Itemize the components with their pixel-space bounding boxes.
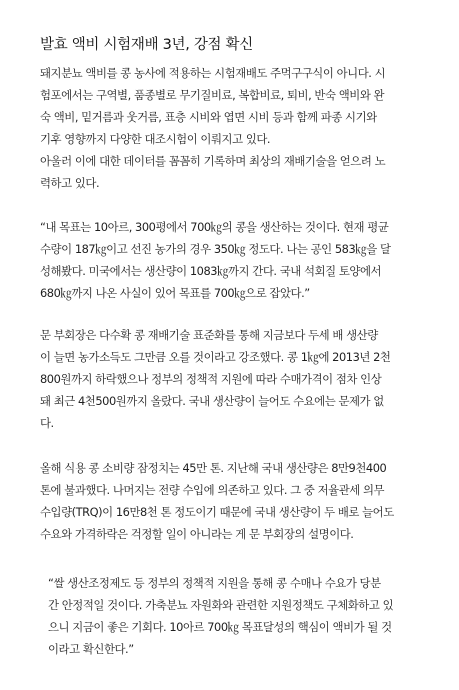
paragraph-yield-goal-quote: “내 목표는 10아르, 300평에서 700㎏의 콩을 생산하는 것이다. 현재 평균 수량이 187㎏이고 선진 농가의 경우 350㎏ 정도다. 나는 공인 583㎏을 달 성해봤다. 미국에서는 생산량이 1083㎏까지 간다. 국내 석회질 토양에서 680㎏까지 나온 사실이 있어 목표를 700㎏으로 잡았다.”	[40, 220, 391, 300]
article-title: 발효 액비 시험재배 3년, 강점 확신	[40, 37, 253, 53]
paragraph-closing-quote: “쌀 생산조정제도 등 정부의 정책적 지원을 통해 콩 수매나 수요가 당분 간 안정적일 것이다. 가축분뇨 자원화와 관련한 지원정책도 구체화하고 있 으니 지금이 좋은 기회다. 10아르 700㎏ 목표달성의 핵심이 액비가 될 것 이라고 확신한다.”	[48, 576, 394, 656]
paragraph-consumption: 올해 식용 콩 소비량 잠정치는 45만 톤. 지난해 국내 생산량은 8만9천400 톤에 불과했다. 나머지는 전량 수입에 의존하고 있다. 그 중 저율관세 의무 수입량(TRQ)이 16만8천 톤 정도이기 때문에 국내 생산량이 두 배로 늘어도 수요와 가격하락은 걱정할 일이 아니라는 게 문 부회장의 설명이다.	[40, 461, 394, 541]
paragraph-data-recording: 아울러 이에 대한 데이터를 꼼꼼히 기록하며 최상의 재배기술을 얻으려 노 력하고 있다.	[40, 154, 386, 190]
paragraph-trial-design: 돼지분뇨 액비를 콩 농사에 적용하는 시험재배도 주먹구구식이 아니다. 시 험포에서는 구역별, 품종별로 무기질비료, 복합비료, 퇴비, 반숙 액비와 완 숙 액비, 밑거름과 웃거름, 표층 시비와 엽면 시비 등과 함께 파종 시기와 기후 영향까지 다양한 대조시험이 이뤄지고 있다.	[40, 66, 386, 146]
paragraph-standardization: 문 부회장은 다수확 콩 재배기술 표준화를 통해 지금보다 두세 배 생산량 이 늘면 농가소득도 그만큼 오를 것이라고 강조했다. 콩 1㎏에 2013년 2천 800원까지 하락했으나 정부의 정책적 지원에 따라 수매가격이 점차 인상 돼 최근 4천500원까지 올랐다. 국내 생산량이 늘어도 수요에는 문제가 없 다.	[40, 328, 391, 430]
